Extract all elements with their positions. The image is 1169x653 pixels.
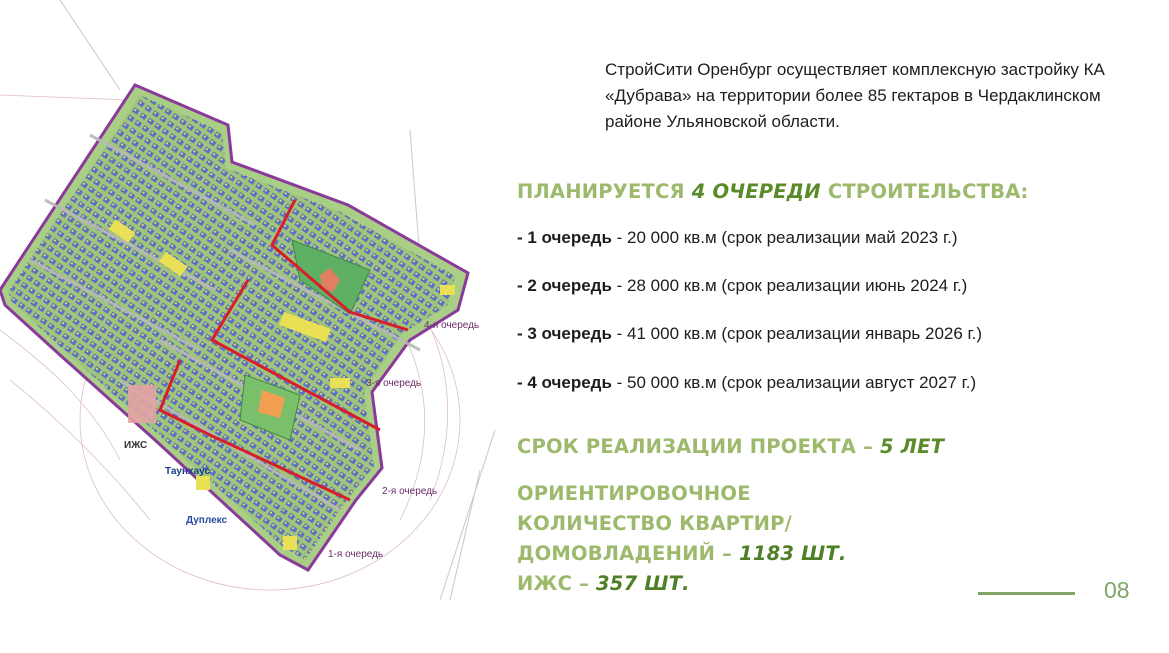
page-number: 08 [1104,577,1130,603]
phase-text: - 20 000 кв.м (срок реализации май 2023 г.) [611,228,958,247]
phase-item-1 [517,228,958,248]
summary-line-3-highlight: 1183 ШТ. [739,542,847,565]
summary-line-2: КОЛИЧЕСТВО КВАРТИР/ [517,512,792,535]
master-plan-map [0,0,505,600]
summary-line-1: ОРИЕНТИРОВОЧНОЕ [517,482,751,505]
plan-heading-suffix: СТРОИТЕЛЬСТВА: [820,180,1029,203]
summary-block [517,479,977,599]
phase-item-4 [517,373,976,393]
phase-label: - 2 очередь [517,276,612,295]
map-label-q3: 3-я очередь [366,378,422,389]
map-label-izhs: ИЖС [124,440,148,451]
term-heading [517,435,944,458]
map-label-q1: 1-я очередь [328,549,384,560]
plan-heading [517,180,1028,203]
summary-line-4-highlight: 357 ШТ. [596,572,690,595]
summary-line-3-prefix: ДОМОВЛАДЕНИЙ – [517,542,740,565]
phase-text: - 50 000 кв.м (срок реализации август 2027 г.) [611,373,977,392]
page-divider-line [978,592,1075,595]
phase-item-3 [517,324,982,344]
map-label-q4: 4-я очередь [424,320,480,331]
phase-label: - 1 очередь [517,228,612,247]
summary-line-4-prefix: ИЖС – [517,572,597,595]
map-label-townhouse: Таунхаус [165,466,211,477]
phase-text: - 41 000 кв.м (срок реализации январь 2026 г.) [611,324,983,343]
phase-text: - 28 000 кв.м (срок реализации июнь 2024 г.) [611,276,968,295]
master-plan-svg [0,0,505,600]
plan-heading-highlight: 4 ОЧЕРЕДИ [691,180,821,203]
phase-label: - 3 очередь [517,324,612,343]
term-prefix: СРОК РЕАЛИЗАЦИИ ПРОЕКТА – [517,435,880,458]
summary-line-3 [517,539,977,569]
phase-item-2 [517,276,967,296]
map-label-q2: 2-я очередь [382,486,438,497]
phase-label: - 4 очередь [517,373,612,392]
map-label-duplex: Дуплекс [186,515,228,526]
plan-heading-prefix: ПЛАНИРУЕТСЯ [517,180,692,203]
summary-line-4 [517,569,977,599]
intro-paragraph: СтройСити Оренбург осуществляет комплексную застройку КА «Дубрава» на территории более 85 гектаров в Чердаклинском районе Ульяновской области. [605,60,1105,131]
term-highlight: 5 ЛЕТ [879,435,945,458]
